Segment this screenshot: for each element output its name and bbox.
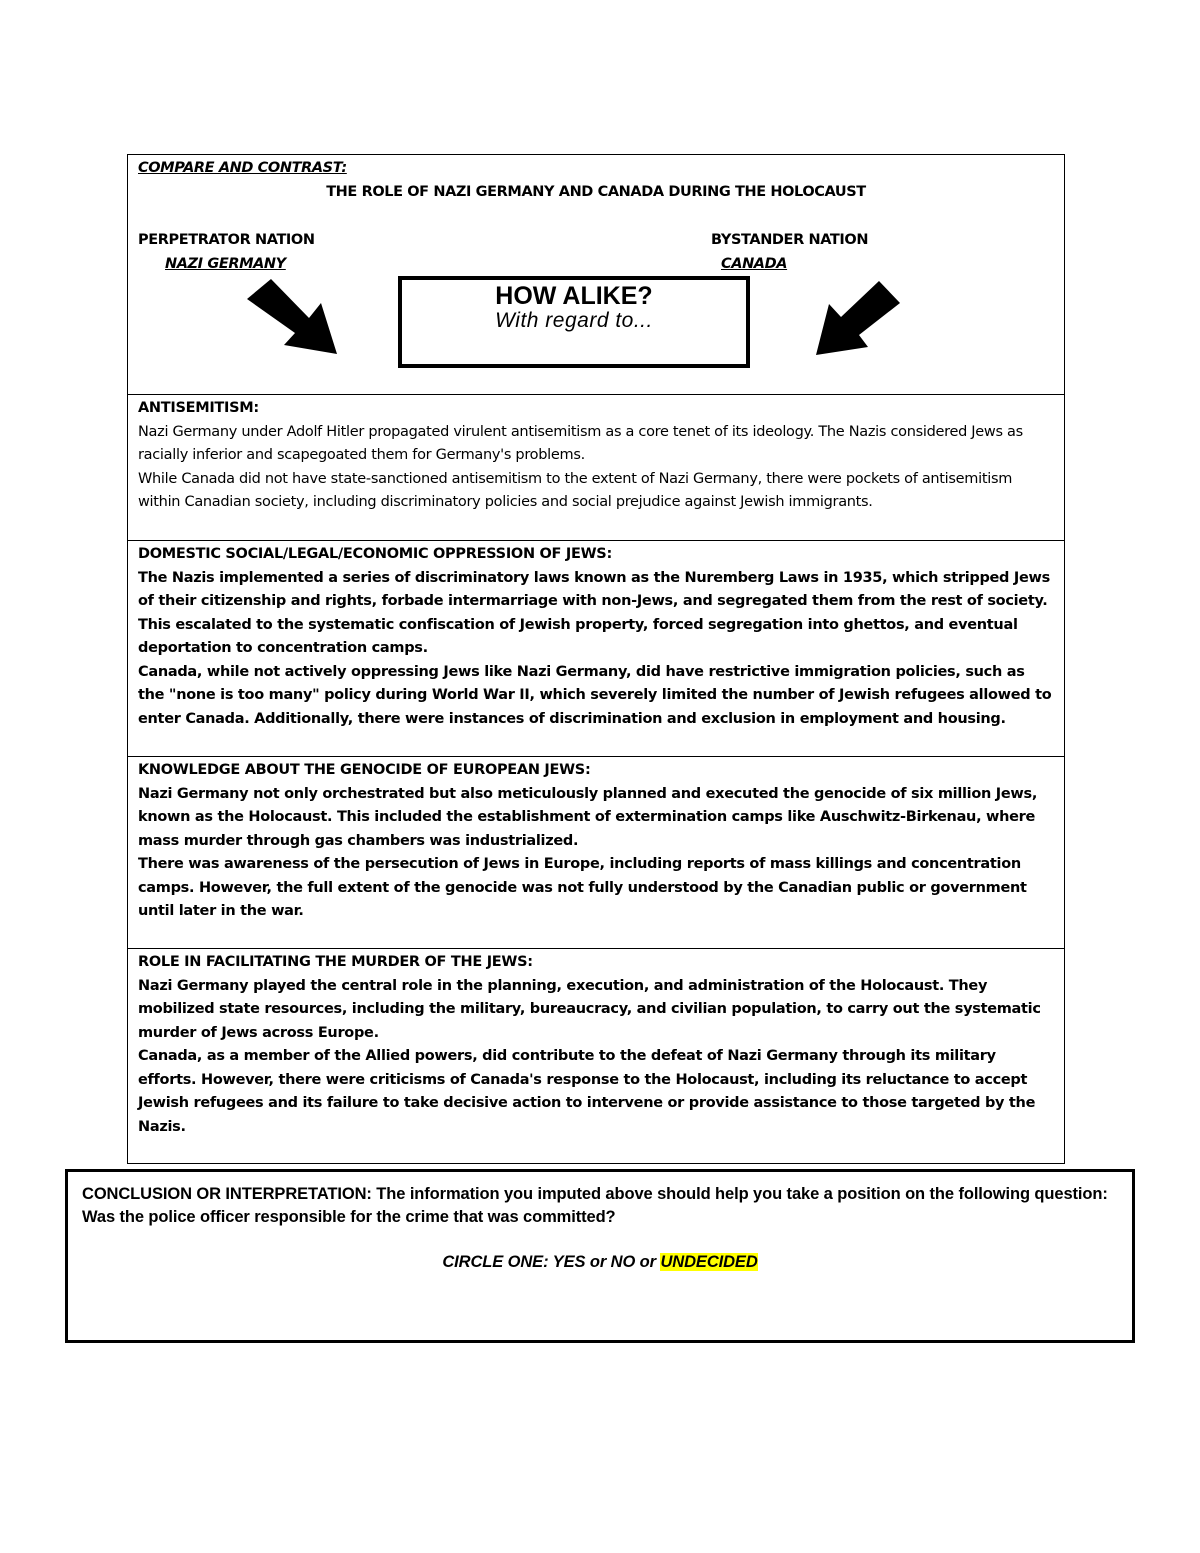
section-title: KNOWLEDGE ABOUT THE GENOCIDE OF EUROPEAN JEWS: bbox=[138, 762, 591, 778]
comparison-table bbox=[127, 154, 1065, 1164]
how-alike-subtitle: With regard to... bbox=[495, 309, 653, 332]
conclusion-box bbox=[65, 1169, 1135, 1343]
section-role-in-murder bbox=[128, 949, 1064, 1163]
section-paragraph: Nazi Germany played the central role in the planning, execution, and administration of the Holocaust. They mobilized state resources, including the military, bureaucracy, and civilian population, to carry out the systematic murder of Jews across Europe. bbox=[138, 977, 1041, 1041]
page-title: THE ROLE OF NAZI GERMANY AND CANADA DURING THE HOLOCAUST bbox=[326, 184, 866, 200]
section-title: ANTISEMITISM: bbox=[138, 400, 259, 416]
circle-one-line bbox=[82, 1251, 1118, 1274]
bystander-name: CANADA bbox=[721, 256, 788, 272]
arrow-down-right-icon bbox=[245, 275, 345, 365]
perpetrator-label: PERPETRATOR NATION bbox=[138, 232, 315, 248]
perpetrator-name: NAZI GERMANY bbox=[165, 256, 286, 272]
how-alike-title: HOW ALIKE? bbox=[495, 282, 653, 310]
section-domestic-oppression bbox=[128, 541, 1064, 757]
undecided-option-highlight: UNDECIDED bbox=[660, 1253, 758, 1271]
section-paragraph: There was awareness of the persecution of Jews in Europe, including reports of mass killings and concentration camps. However, the full extent of the genocide was not fully understood by the Canadian public or government until later in the war. bbox=[138, 856, 1027, 919]
section-title: DOMESTIC SOCIAL/LEGAL/ECONOMIC OPPRESSION OF JEWS: bbox=[138, 546, 612, 562]
how-alike-box bbox=[398, 276, 750, 368]
conclusion-text: CONCLUSION OR INTERPRETATION: The information you imputed above should help you take a position on the following question: Was the police officer responsible for the crime that was committed? bbox=[82, 1185, 1108, 1226]
section-genocide-knowledge bbox=[128, 757, 1064, 949]
arrow-down-left-icon bbox=[811, 275, 911, 365]
section-title: ROLE IN FACILITATING THE MURDER OF THE JEWS: bbox=[138, 954, 533, 970]
bystander-label: BYSTANDER NATION bbox=[711, 232, 869, 248]
section-paragraph: Canada, while not actively oppressing Jews like Nazi Germany, did have restrictive immigration policies, such as the "none is too many" policy during World War II, which severely limited the number of Jewish refugees allowed to enter Canada. Additionally, there were instances of discrimination and exclusion in employment and housing. bbox=[138, 663, 1052, 727]
compare-label: COMPARE AND CONTRAST: bbox=[138, 160, 347, 176]
section-paragraph: The Nazis implemented a series of discriminatory laws known as the Nuremberg Laws in 1935, which stripped Jews of their citizenship and rights, forbade intermarriage with non-Jews, and segregated them from the rest of society. This escalated to the systematic confiscation of Jewish property, forced segregation into ghettos, and eventual deportation to concentration camps. bbox=[138, 569, 1050, 656]
section-paragraph: Nazi Germany under Adolf Hitler propagated virulent antisemitism as a core tenet of its ideology. The Nazis considered Jews as racially inferior and scapegoated them for Germany's problems. bbox=[138, 423, 1023, 463]
circle-one-options: CIRCLE ONE: YES or NO or bbox=[442, 1253, 661, 1271]
header-section bbox=[128, 155, 1064, 395]
section-antisemitism bbox=[128, 395, 1064, 541]
section-paragraph: While Canada did not have state-sanctioned antisemitism to the extent of Nazi Germany, there were pockets of antisemitism within Canadian society, including discriminatory policies and social prejudice against Jewish immigrants. bbox=[138, 470, 1013, 510]
section-paragraph: Canada, as a member of the Allied powers, did contribute to the defeat of Nazi Germany through its military efforts. However, there were criticisms of Canada's response to the Holocaust, including its reluctance to accept Jewish refugees and its failure to take decisive action to intervene or provide assistance to those targeted by the Nazis. bbox=[138, 1048, 1036, 1135]
section-paragraph: Nazi Germany not only orchestrated but also meticulously planned and executed the genocide of six million Jews, known as the Holocaust. This included the establishment of extermination camps like Auschwitz-Birkenau, where mass murder through gas chambers was industrialized. bbox=[138, 785, 1038, 849]
